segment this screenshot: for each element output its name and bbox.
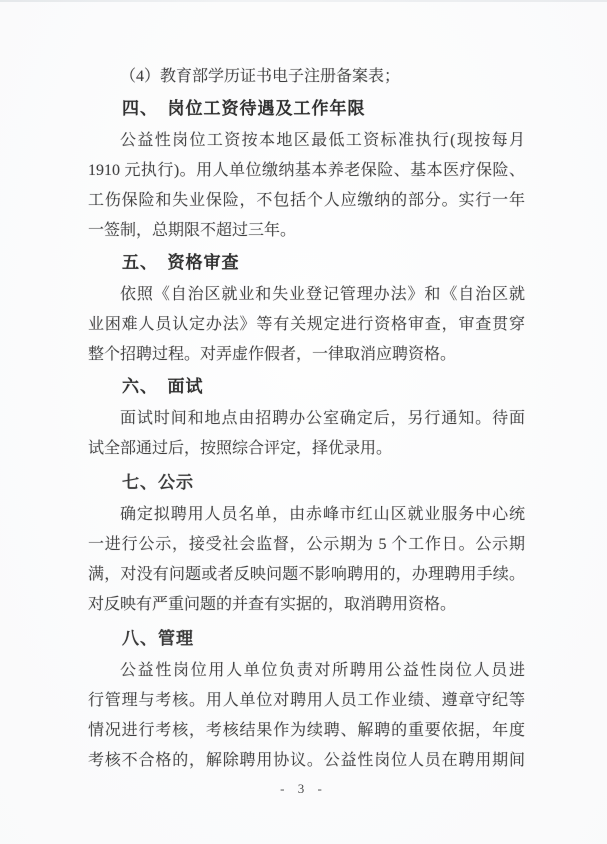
paragraph-line: 一进行公示，接受社会监督，公示期为 5 个工作日。公示期 xyxy=(88,536,525,553)
paragraph-line: 公益性岗位工资按本地区最低工资标准执行(现按每月 xyxy=(120,132,525,149)
paragraph-line: （4）教育部学历证书电子注册备案表； xyxy=(120,68,401,85)
section-heading: 六、 面试 xyxy=(122,377,204,396)
paragraph-line: 满，对没有问题或者反映问题不影响聘用的，办理聘用手续。 xyxy=(88,566,525,583)
paragraph-line: 一签制，总期限不超过三年。 xyxy=(88,222,297,239)
section-heading: 七、公示 xyxy=(122,473,194,492)
paragraph-line: 整个招聘过程。对弄虚作假者，一律取消应聘资格。 xyxy=(88,346,457,363)
paragraph-line: 面试时间和地点由招聘办公室确定后，另行通知。待面 xyxy=(120,410,525,427)
paragraph-line: 1910 元执行)。用人单位缴纳基本养老保险、基本医疗保险、 xyxy=(88,162,525,179)
paragraph-line: 业困难人员认定办法》等有关规定进行资格审查，审查贯穿 xyxy=(88,316,525,333)
paragraph-line: 确定拟聘用人员名单，由赤峰市红山区就业服务中心统 xyxy=(120,506,525,523)
paragraph-line: 情况进行考核，考核结果作为续聘、解聘的重要依据，年度 xyxy=(88,722,525,739)
paragraph-line: 公益性岗位用人单位负责对所聘用公益性岗位人员进 xyxy=(120,662,525,679)
section-heading: 四、 岗位工资待遇及工作年限 xyxy=(122,99,366,118)
section-heading: 八、管理 xyxy=(122,629,194,648)
paragraph-line: 依照《自治区就业和失业登记管理办法》和《自治区就 xyxy=(120,286,525,303)
paragraph-line: 工伤保险和失业保险，不包括个人应缴纳的部分。实行一年 xyxy=(88,192,525,209)
paragraph-line: 对反映有严重问题的并查有实据的，取消聘用资格。 xyxy=(88,596,457,613)
paragraph-line: 考核不合格的，解除聘用协议。公益性岗位人员在聘用期间 xyxy=(88,752,525,769)
document-body xyxy=(88,62,525,776)
section-heading: 五、 资格审查 xyxy=(122,253,240,272)
page-number: - 3 - xyxy=(280,781,327,796)
paragraph-line: 行管理与考核。用人单位对聘用人员工作业绩、遵章守纪等 xyxy=(88,692,525,709)
paragraph-line: 试全部通过后，按照综合评定，择优录用。 xyxy=(88,440,393,457)
